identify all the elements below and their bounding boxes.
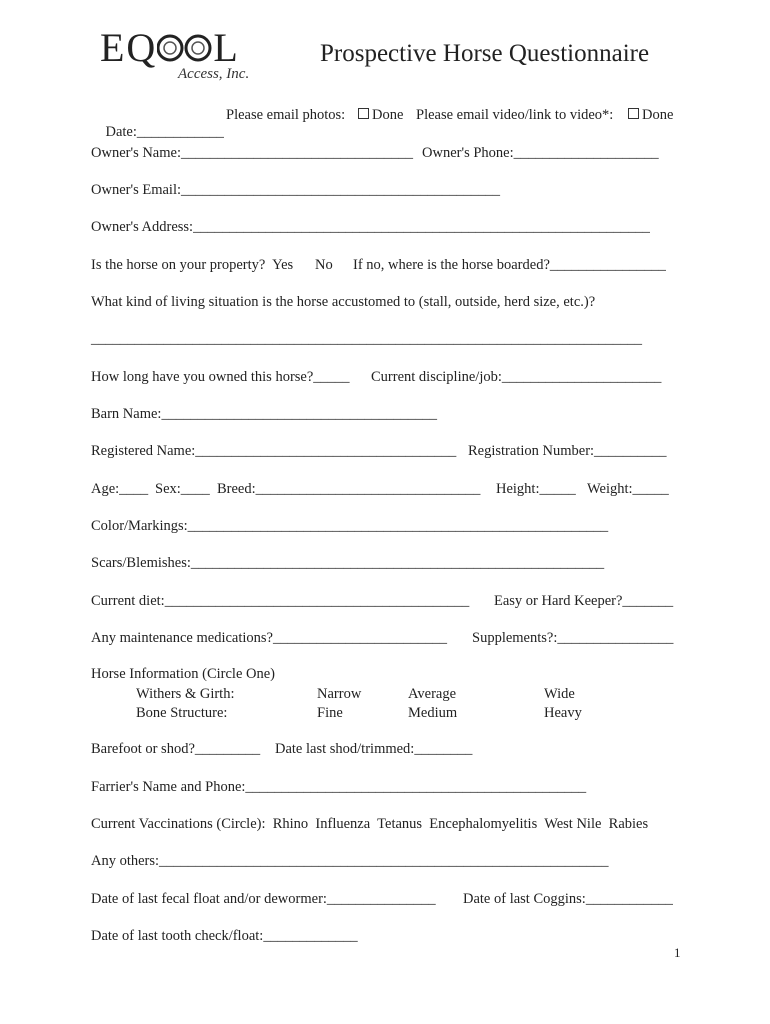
last-shod-field[interactable]: Date last shod/trimmed:________ (275, 741, 473, 757)
coggins-field[interactable]: Date of last Coggins:____________ (463, 891, 673, 907)
bone-heavy-option[interactable]: Heavy (544, 705, 582, 721)
owned-duration-field[interactable]: How long have you owned this horse?_____ (91, 369, 350, 385)
vaccinations-field[interactable]: Current Vaccinations (Circle): Rhino Influenza Tetanus Encephalomyelitis West Nile Rabies (91, 816, 649, 832)
video-done-label: Done (642, 107, 674, 123)
boarded-field[interactable]: If no, where is the horse boarded?________________ (353, 257, 666, 273)
medications-field[interactable]: Any maintenance medications?________________________ (91, 630, 447, 646)
logo-wordmark (100, 25, 240, 70)
color-markings-field[interactable]: Color/Markings:__________________________________________________________ (91, 518, 609, 534)
horse-info-heading: Horse Information (Circle One) (91, 666, 276, 682)
owner-address-field[interactable]: Owner's Address:_______________________________________________________________ (91, 219, 650, 235)
photos-label: Please email photos: (226, 107, 346, 123)
keeper-field[interactable]: Easy or Hard Keeper?_______ (494, 593, 674, 609)
height-field[interactable]: Height:_____ (496, 481, 576, 497)
fecal-dewormer-field[interactable]: Date of last fecal float and/or dewormer:_______________ (91, 891, 436, 907)
withers-narrow-option[interactable]: Narrow (317, 686, 362, 702)
discipline-field[interactable]: Current discipline/job:______________________ (371, 369, 662, 385)
breed-field[interactable]: Breed:_______________________________ (217, 481, 481, 497)
video-label: Please email video/link to video*: (416, 107, 614, 123)
bone-fine-option[interactable]: Fine (317, 705, 343, 721)
withers-average-option[interactable]: Average (408, 686, 457, 702)
date-field[interactable]: Date:____________ (105, 124, 224, 140)
logo-letters-eq: EQ (100, 25, 158, 70)
scars-field[interactable]: Scars/Blemishes:_________________________________________________________ (91, 555, 605, 571)
owner-email-field[interactable]: Owner's Email:____________________________________________ (91, 182, 500, 198)
withers-label: Withers & Girth: (136, 686, 235, 702)
registration-number-field[interactable]: Registration Number:__________ (468, 443, 667, 459)
photos-done-checkbox[interactable] (358, 107, 403, 124)
age-field[interactable]: Age:____ (91, 481, 149, 497)
page-title: Prospective Horse Questionnaire (320, 40, 650, 67)
owner-phone-field[interactable]: Owner's Phone:____________________ (422, 145, 659, 161)
property-no-option[interactable]: No (315, 257, 333, 273)
other-vaccinations-field[interactable]: Any others:______________________________________________________________ (91, 853, 609, 869)
page-number: 1 (674, 945, 681, 960)
bone-label: Bone Structure: (136, 705, 228, 721)
equal-access-logo (100, 25, 270, 86)
checkbox-icon (628, 108, 639, 119)
logo-letter-l: L (213, 25, 240, 70)
property-question[interactable]: Is the horse on your property? Yes (91, 257, 294, 273)
horseshoe-icon (157, 31, 213, 65)
weight-field[interactable]: Weight:_____ (587, 481, 669, 497)
living-situation-question: What kind of living situation is the horse accustomed to (stall, outside, herd size, etc.)? (91, 294, 596, 310)
tooth-check-field[interactable]: Date of last tooth check/float:_____________ (91, 928, 358, 944)
supplements-field[interactable]: Supplements?:________________ (472, 630, 674, 646)
owner-name-field[interactable]: Owner's Name:________________________________ (91, 145, 413, 161)
barefoot-field[interactable]: Barefoot or shod?_________ (91, 741, 261, 757)
living-situation-field[interactable]: ____________________________________________________________________________ (91, 331, 642, 347)
barn-name-field[interactable]: Barn Name:______________________________________ (91, 406, 437, 422)
diet-field[interactable]: Current diet:__________________________________________ (91, 593, 470, 609)
checkbox-icon (358, 108, 369, 119)
farrier-field[interactable]: Farrier's Name and Phone:_______________________________________________ (91, 779, 587, 795)
registered-name-field[interactable]: Registered Name:____________________________________ (91, 443, 457, 459)
video-done-checkbox[interactable] (628, 107, 673, 124)
withers-wide-option[interactable]: Wide (544, 686, 575, 702)
logo-subtitle: Access, Inc. (178, 66, 250, 82)
photos-done-label: Done (372, 107, 404, 123)
bone-medium-option[interactable]: Medium (408, 705, 458, 721)
sex-field[interactable]: Sex:____ (155, 481, 210, 497)
